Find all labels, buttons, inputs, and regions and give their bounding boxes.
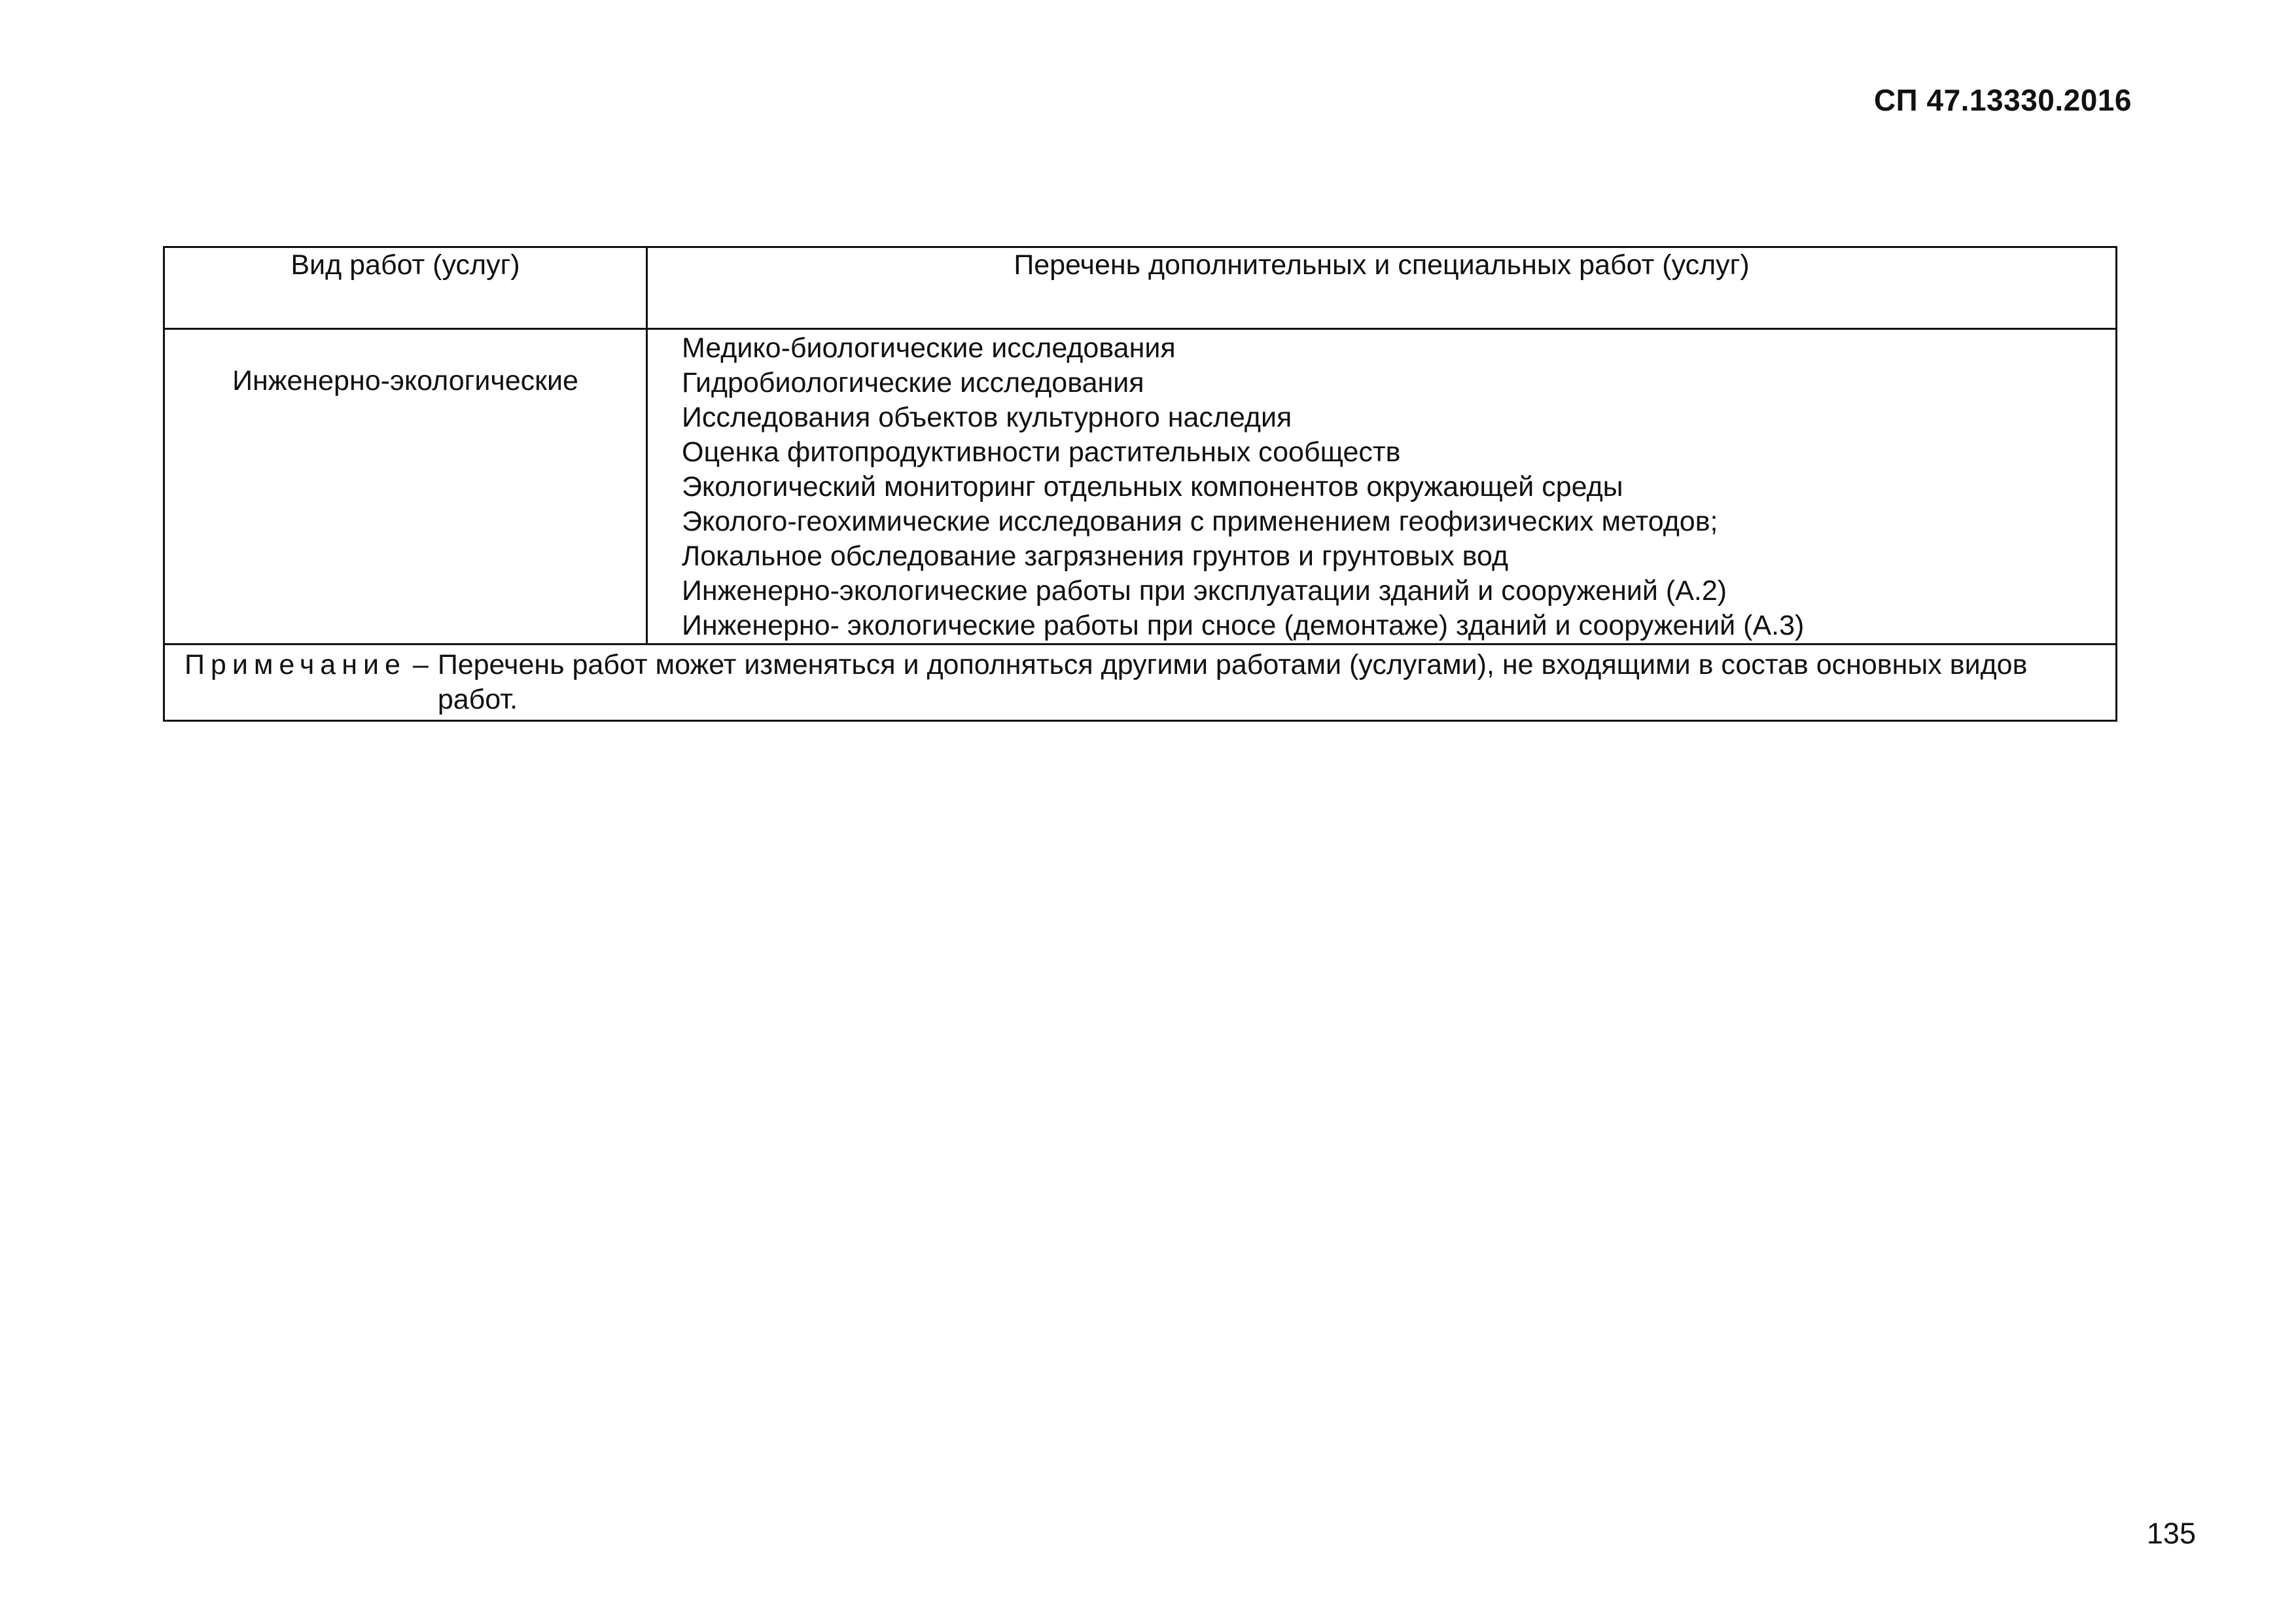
works-table	[163, 246, 2117, 722]
note-label: Примечание	[185, 649, 406, 680]
list-item: Экологический мониторинг отдельных компонентов окружающей среды	[682, 471, 1623, 502]
table-note-row	[164, 644, 2117, 721]
table-note	[185, 648, 2076, 717]
table-row	[164, 329, 2117, 644]
list-item: Инженерно-экологические работы при эксплуатации зданий и сооружений (А.2)	[682, 575, 1727, 607]
list-item: Эколого-геохимические исследования с применением геофизических методов;	[682, 506, 1718, 537]
list-item: Оценка фитопродуктивности растительных сообществ	[682, 436, 1401, 468]
document-code: СП 47.13330.2016	[1873, 83, 2132, 117]
list-item: Инженерно- экологические работы при сносе (демонтаже) зданий и сооружений (А.3)	[682, 610, 1805, 641]
work-list-cell	[647, 329, 2117, 644]
note-cell	[164, 644, 2117, 721]
list-item: Медико-биологические исследования	[682, 332, 1176, 364]
page-number: 135	[2146, 1517, 2196, 1550]
work-type-cell: Инженерно-экологические	[164, 329, 647, 644]
list-item: Гидробиологические исследования	[682, 367, 1144, 398]
list-item: Исследования объектов культурного наследия	[682, 402, 1292, 433]
table-header-row	[164, 247, 2117, 329]
column-header-work-type: Вид работ (услуг)	[164, 247, 647, 329]
column-header-work-list: Перечень дополнительных и специальных работ (услуг)	[647, 247, 2117, 329]
note-dash: –	[412, 649, 429, 680]
note-text: Перечень работ может изменяться и дополняться другими работами (услугами), не входящими в состав основных видов работ.	[437, 649, 2028, 715]
list-item: Локальное обследование загрязнения грунтов и грунтовых вод	[682, 540, 1509, 572]
